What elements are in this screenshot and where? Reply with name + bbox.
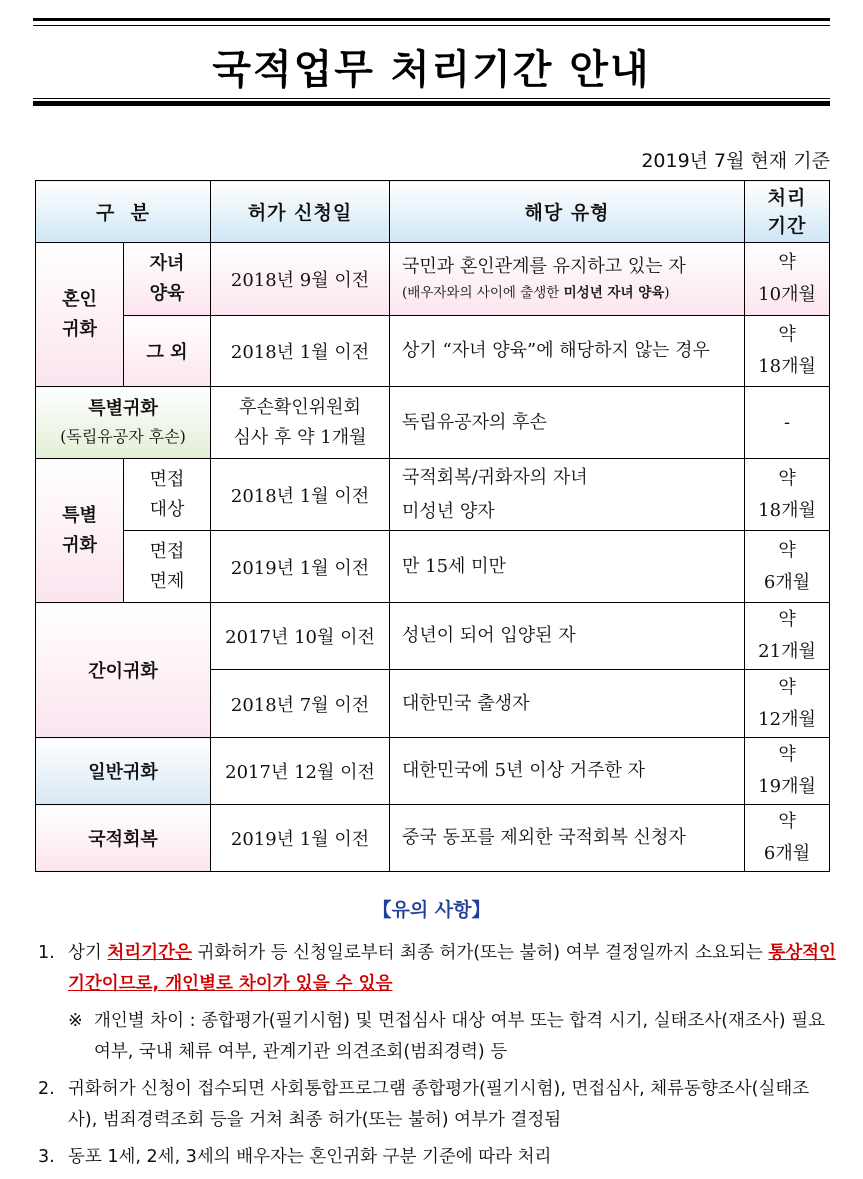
date-cell: 2018년 1월 이전: [211, 316, 390, 387]
date-cell: 2017년 10월 이전: [211, 603, 390, 670]
notes-heading: 【유의 사항】: [372, 899, 491, 921]
category-general: 일반귀화: [36, 738, 211, 805]
period-cell: 약 12개월: [745, 670, 830, 738]
date-cell: 2018년 9월 이전: [211, 243, 390, 316]
table-row-special-merit: [36, 387, 830, 459]
category-restoration: 국적회복: [36, 805, 211, 872]
period-cell: 약 6개월: [745, 531, 830, 603]
notes-section: [38, 938, 838, 1179]
period-cell: 약 18개월: [745, 316, 830, 387]
date-cell: 2019년 1월 이전: [211, 531, 390, 603]
period-cell: 약 18개월: [745, 459, 830, 531]
note-1: 1. 상기 처리기간은 귀화허가 등 신청일로부터 최종 허가(또는 불허) 여부 결정일까지 소요되는 통상적인 기간이므로, 개인별로 차이가 있을 수 있음: [38, 943, 836, 994]
date-cell: 2019년 1월 이전: [211, 805, 390, 872]
header-period: 처리 기간: [745, 181, 830, 243]
type-cell: 국민과 혼인관계를 유지하고 있는 자 (배우자와의 사이에 출생한 미성년 자녀 양육): [390, 243, 745, 316]
table-row-simple-adopted: [36, 603, 830, 670]
table-row-marriage-other: [36, 316, 830, 387]
type-cell: 상기 “자녀 양육”에 해당하지 않는 경우: [390, 316, 745, 387]
sub-interview: 면접 대상: [124, 459, 211, 531]
category-marriage: 혼인 귀화: [36, 243, 124, 387]
header-category: 구 분: [36, 181, 211, 243]
date-cell: 후손확인위원회 심사 후 약 1개월: [211, 387, 390, 459]
type-cell: 만 15세 미만: [390, 531, 745, 603]
table-row-restoration: [36, 805, 830, 872]
title-top-rule: [33, 18, 830, 21]
period-cell: 약 6개월: [745, 805, 830, 872]
period-cell: 약 10개월: [745, 243, 830, 316]
title-bottom-rule-thin: [33, 98, 830, 99]
sub-interview-exempt: 면접 면제: [124, 531, 211, 603]
date-cell: 2017년 12월 이전: [211, 738, 390, 805]
header-date: 허가 신청일: [211, 181, 390, 243]
table-row-special-interview: [36, 459, 830, 531]
type-cell: 대한민국 출생자: [390, 670, 745, 738]
category-simple: 간이귀화: [36, 603, 211, 738]
period-cell: -: [745, 387, 830, 459]
type-cell: 대한민국에 5년 이상 거주한 자: [390, 738, 745, 805]
category-special: 특별 귀화: [36, 459, 124, 603]
date-cell: 2018년 7월 이전: [211, 670, 390, 738]
type-cell: 국적회복/귀화자의 자녀 미성년 양자: [390, 459, 745, 531]
note-2: 2. 귀화허가 신청이 접수되면 사회통합프로그램 종합평가(필기시험), 면접심사, 체류동향조사(실태조사), 범죄경력조회 등을 거쳐 최종 허가(또는 불허) 여부가 결정됨: [38, 1079, 810, 1130]
note-3: 3. 동포 1세, 2세, 3세의 배우자는 혼인귀화 구분 기준에 따라 처리: [38, 1147, 552, 1167]
page-title: 국적업무 처리기간 안내: [212, 47, 651, 93]
period-cell: 약 21개월: [745, 603, 830, 670]
table-row-marriage-child: [36, 243, 830, 316]
table-row-general: [36, 738, 830, 805]
table-header-row: [36, 181, 830, 243]
table-row-special-exempt: [36, 531, 830, 603]
category-special-merit: 특별귀화 (독립유공자 후손): [36, 387, 211, 459]
period-cell: 약 19개월: [745, 738, 830, 805]
header-type: 해당 유형: [390, 181, 745, 243]
type-cell: 성년이 되어 입양된 자: [390, 603, 745, 670]
sub-child-rearing: 자녀 양육: [124, 243, 211, 316]
title-top-rule-thin: [33, 25, 830, 26]
processing-table: [35, 180, 830, 872]
type-cell: 독립유공자의 후손: [390, 387, 745, 459]
type-cell: 중국 동포를 제외한 국적회복 신청자: [390, 805, 745, 872]
date-note: 2019년 7월 현재 기준: [641, 150, 830, 172]
date-cell: 2018년 1월 이전: [211, 459, 390, 531]
sub-other: 그 외: [124, 316, 211, 387]
title-bottom-rule: [33, 101, 830, 106]
note-1-detail: ※ 개인별 차이 : 종합평가(필기시험) 및 면접심사 대상 여부 또는 합격 시기, 실태조사(재조사) 필요 여부, 국내 체류 여부, 관계기관 의견조회(범죄경력) 등: [68, 1011, 826, 1062]
